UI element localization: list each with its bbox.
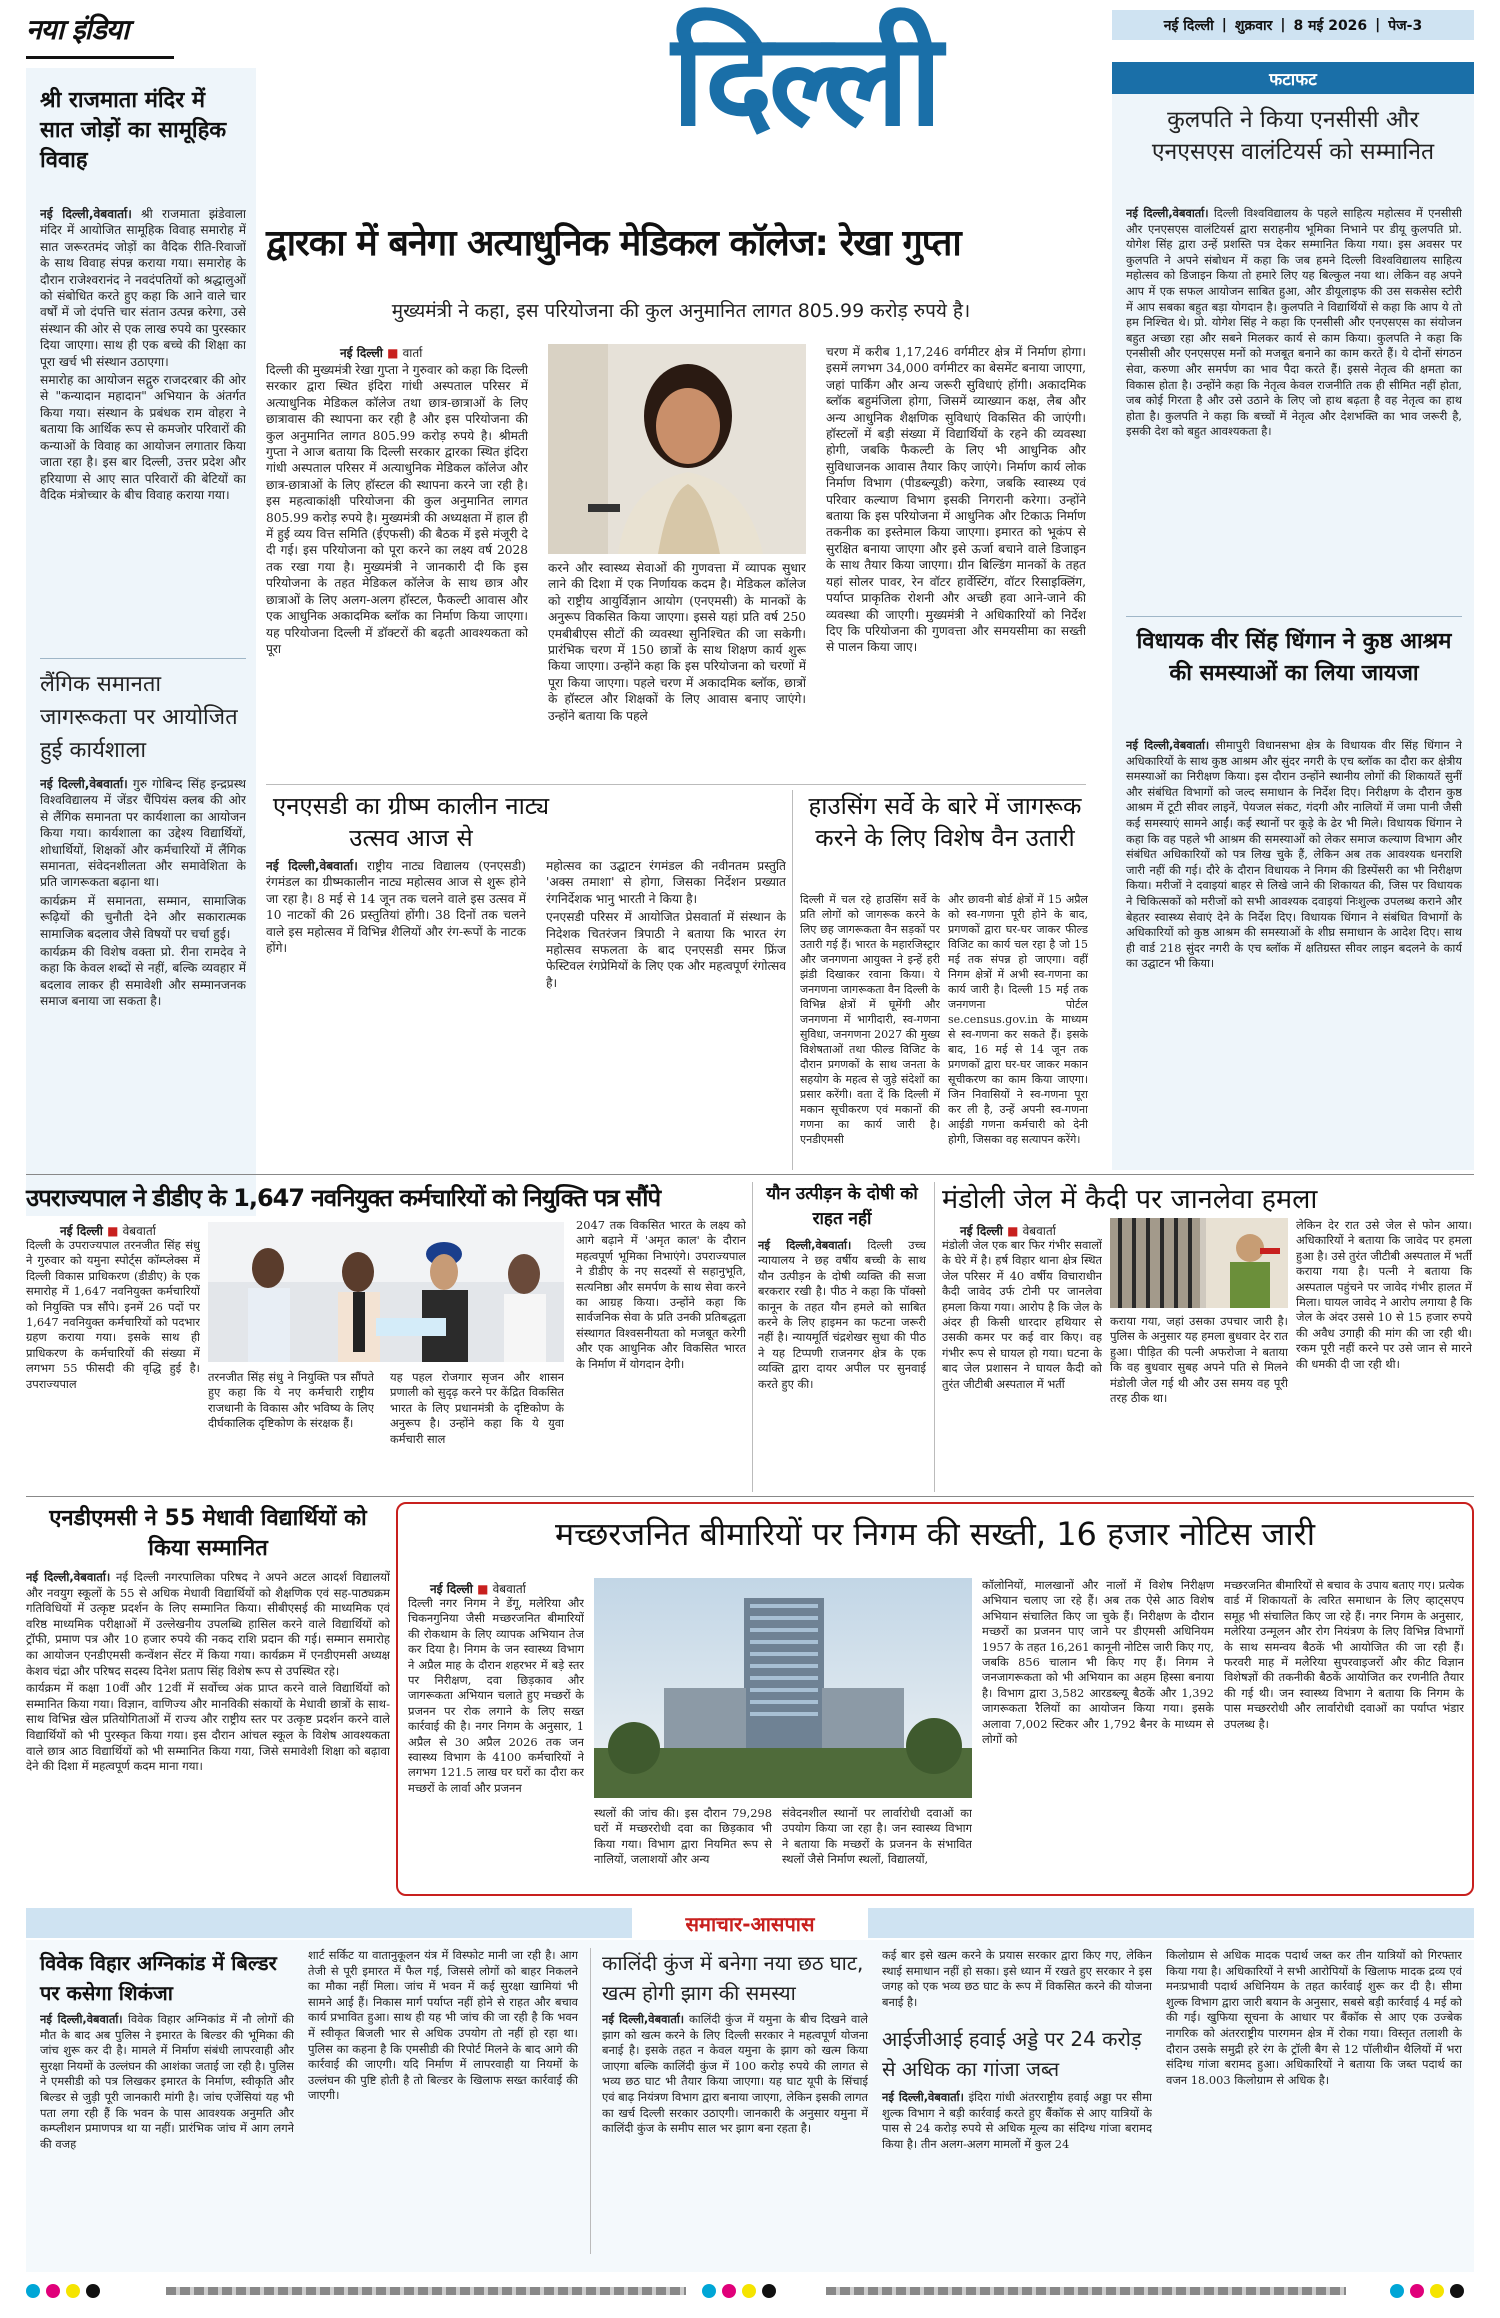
right-story2-body <box>1126 738 1462 1166</box>
lead-subhead: मुख्यमंत्री ने कहा, इस परियोजना की कुल अनुमानित लागत 805.99 करोड़ रुपये है। <box>391 300 971 322</box>
dot-yellow <box>66 2284 80 2298</box>
byline-agency: वार्ता <box>402 346 423 360</box>
registration-bar-left <box>166 2287 686 2295</box>
dot-black <box>762 2284 776 2298</box>
dot-magenta <box>722 2284 736 2298</box>
ndmc-headline: एनडीएमसी ने 55 मेधावी विद्यार्थियों को किया सम्मानित <box>49 1506 367 1561</box>
lg-col4: 2047 तक विकसित भारत के लक्ष्य को आगे बढ़ाने में 'अमृत काल' के दौरान महत्वपूर्ण भूमिका निभाएंगे। उपराज्यपाल ने डीडीए के नए सदस्यों से सहानुभूति, सत्यनिष्ठा और समर्पण के साथ सेवा करने का आग्रह किया। उन्होंने कहा कि सार्वजनिक सेवा के प्रति उनकी प्रतिबद्धता संस्थागत विश्वसनीयता को मजबूत करेगी और एक आधुनिक और विकसित भारत के निर्माण में योगदान देगी। <box>576 1218 746 1371</box>
lead-col3: चरण में करीब 1,17,246 वर्गमीटर क्षेत्र में निर्माण होगा। इसमें लगभग 34,000 वर्गमीटर का बेसमेंट बनाया जाएगा, जहां पार्किंग और अन्य जरूरी सुविधाएं होंगी। अकादमिक ब्लॉक बहुमंजिला होगा, जिसमें व्याख्यान कक्ष, लैब और अन्य आधुनिक शैक्षणिक सुविधाएं विकसित की जाएंगी। हॉस्टलों में बड़ी संख्या में विद्यार्थियों के रहने की व्यवस्था होगी, जबकि फैकल्टी के लिए भी आधुनिक और सुविधाजनक आवास तैयार किए जाएंगे। निर्माण कार्य लोक निर्माण विभाग (पीडब्ल्यूडी) करेगा, जबकि स्वास्थ्य एवं परिवार कल्याण विभाग इसकी निगरानी करेगा। उन्होंने बताया कि इस परियोजना में आधुनिक और टिकाऊ निर्माण तकनीक का इस्तेमाल किया जाएगा। इमारत को भूकंप से सुरक्षित बनाया जाएगा और इसे ऊर्जा बचाने वाले डिजाइन के साथ तैयार किया जाएगा। ग्रीन बिल्डिंग मानकों के तहत यहां सोलर पावर, रेन वॉटर हार्वेस्टिंग, वॉटर रिसाइक्लिंग, पर्याप्त प्राकृतिक रोशनी और अच्छी हवा आने-जाने की व्यवस्था की जाएगी। मुख्यमंत्री ने अधिकारियों को निर्देश दिए कि परियोजना की गुणवत्ता और समयसीमा का सख्ती से पालन किया जाए। <box>826 345 1086 655</box>
right-story2-headline: विधायक वीर सिंह धिंगान ने कुष्ठ आश्रम की समस्याओं का लिया जायजा <box>1136 629 1452 686</box>
byline-sep: ■ <box>1007 1224 1019 1238</box>
paragraph: कार्यक्रम में कक्षा 10वीं और 12वीं में सर्वोच्च अंक प्राप्त करने वाले विद्यार्थियों को सम्मानित किया गया। विज्ञान, वाणिज्य और मानविकी संकायों के मेधावी छात्रों के साथ-साथ विभिन्न खेल प्रतियोगिताओं में राज्य और राष्ट्रीय स्तर पर उत्कृष्ट प्रदर्शन करने वाले विद्यार्थियों को भी पुरस्कृत किया गया। इस दौरान आंचल स्कूल के विशेष आवश्यकता वाले छात्र आठ विद्यार्थियों को भी सम्मानित किया गया, जिसे समावेशी शिक्षा को बढ़ावा देने की दिशा में महत्वपूर्ण कदम माना गया। <box>26 1681 390 1774</box>
housing-col2: और छावनी बोर्ड क्षेत्रों में 15 अप्रैल को स्व-गणना पूरी होने के बाद, प्रगणकों द्वारा घर-घर जाकर फील्ड विजिट का कार्य चल रहा है जो 15 मई तक संपन्न हो जाएगा। वहीं निगम क्षेत्रों में अभी स्व-गणना का कार्य जारी है। दिल्ली 15 मई तक जनगणना पोर्टल se.census.gov.in के माध्यम से स्व-गणना कर सकते हैं। इसके बाद, 16 मई से 14 जून तक प्रगणकों द्वारा घर-घर जाकर मकान सूचीकरण का काम किया जाएगा। जिन निवासियों ने स्व-गणना पूरा कर ली है, उन्हें अपनी स्व-गणना आईडी गणना कर्मचारी को देनी होगी, जिसका वह सत्यापन करेंगे। <box>948 893 1088 1146</box>
left-story2-body <box>40 776 246 1210</box>
divider <box>934 1182 935 1492</box>
mandoli-col2: कराया गया, जहां उसका उपचार जारी है। पुलिस के अनुसार यह हमला बुधवार देर रात हुआ। पीड़ित की पत्नी अफरोजा ने बताया कि वह बुधवार सुबह अपने पति से मिलने मंडोली जेल गई थी और उस समय वह पूरी तरह ठीक था। <box>1110 1314 1288 1406</box>
machhar-col1: दिल्ली नगर निगम ने डेंगू, मलेरिया और चिकनगुनिया जैसी मच्छरजनित बीमारियों की रोकथाम के लिए व्यापक अभियान तेज कर दिया है। निगम के जन स्वास्थ्य विभाग ने अप्रैल माह के दौरान शहरभर में बड़े स्तर पर निरीक्षण, दवा छिड़काव और जागरूकता अभियान चलाते हुए मच्छरों के प्रजनन पर रोक लगाने के लिए सख्त कार्रवाई की है। नगर निगम के अनुसार, 1 अप्रैल से 30 अप्रैल 2026 तक जन स्वास्थ्य विभाग के 4100 कर्मचारियों ने लगभग 121.5 लाख घर घरों का दौरा कर मच्छरों के लार्वा और प्रजनन <box>408 1596 584 1795</box>
machhar-headline: मच्छरजनित बीमारियों पर निगम की सख्ती, 16 हजार नोटिस जारी <box>554 1515 1316 1553</box>
paragraph: कालिंदी कुंज में यमुना के बीच दिखने वाले झाग को खत्म करने के लिए दिल्ली सरकार ने महत्वपूर्ण योजना बनाई है। इसके तहत न केवल यमुना के झाग को खत्म किया जाएगा बल्कि कालिंदी कुंज में 100 करोड़ रुपये की लागत से भव्य छठ घाट भी तैयार किया जाएगा। यह घाट यूपी के सिंचाई एवं बाढ़ नियंत्रण विभाग द्वारा बनाया जाएगा, लेकिन इसकी लागत का खर्च दिल्ली सरकार उठाएगी। जानकारी के अनुसार यमुना में कालिंदी कुंज के समीप साल भर झाग बना रहता है। <box>602 2012 868 2136</box>
dot-yellow <box>742 2284 756 2298</box>
byline-agency: वेबवार्ता <box>492 1582 526 1596</box>
mandoli-headline: मंडोली जेल में कैदी पर जानलेवा हमला <box>942 1184 1318 1215</box>
dateline-bar <box>1112 10 1474 40</box>
dateline-date: 8 मई 2026 <box>1293 17 1368 34</box>
registration-dots-left <box>26 2284 100 2298</box>
left-story1-headline: श्री राजमाता मंदिर में सात जोड़ों का सामूहिक विवाह <box>40 88 227 173</box>
dateline: नई दिल्ली,वेबवार्ता। <box>1126 738 1210 752</box>
dot-black <box>1450 2284 1464 2298</box>
byline-city: नई दिल्ली <box>960 1224 1003 1238</box>
dateline: नई दिल्ली,वेबवार्ता। <box>40 2012 123 2026</box>
separator: | <box>1280 17 1286 33</box>
fatafat-label: फटाफट <box>1269 69 1317 90</box>
lg-col2: तरनजीत सिंह संधु ने नियुक्ति पत्र सौंपते हुए कहा कि ये नए कर्मचारी राष्ट्रीय राजधानी के विकास और भविष्य के लिए दीर्घकालिक दृष्टिकोण के संरक्षक हैं। <box>208 1370 374 1431</box>
divider <box>26 1496 1474 1497</box>
machhar-col4: कॉलोनियों, मालखानों और नालों में विशेष निरीक्षण अभियान चलाए जा रहे हैं। अब तक ऐसे आठ विशेष अभियान संचालित किए जा चुके हैं। निरीक्षण के दौरान मच्छरों का प्रजनन पाए जाने पर डीएमसी अधिनियम 1957 के तहत 16,261 कानूनी नोटिस जारी किए गए, जबकि 856 चालान भी किए गए हैं। निगम ने जनजागरूकता को भी अभियान का अहम हिस्सा बनाया है। विभाग द्वारा 3,582 आरडब्ल्यू बैठकें और 1,392 जागरूकता रैलियों का आयोजन किया गया। इसके अलावा 7,002 स्टिकर और 1,792 बैनर के माध्यम से लोगों को <box>982 1578 1214 1747</box>
mcd-building-illustration <box>594 1578 972 1798</box>
lead-col2: करने और स्वास्थ्य सेवाओं की गुणवत्ता में व्यापक सुधार लाने की दिशा में एक निर्णायक कदम है। मेडिकल कॉलेज को राष्ट्रीय आयुर्विज्ञान आयोग (एनएमसी) के मानकों के अनुरूप विकसित किया जाएगा। इससे यहां प्रति वर्ष 250 एमबीबीएस सीटों की व्यवस्था सुनिश्चित की जा सकेगी। प्रारंभिक चरण में 150 छात्रों के साथ शिक्षण कार्य शुरू किया जाएगा। उन्होंने कहा कि इस परियोजना को चरणों में पूरा किया जाएगा। पहले चरण में अकादमिक ब्लॉक, छात्रों के हॉस्टल और शिक्षकों के लिए आवास बनाए जाएंगे। उन्होंने बताया कि पहले <box>548 561 806 723</box>
right-story1-body <box>1126 206 1462 600</box>
machhar-col2: स्थलों की जांच की। इस दौरान 79,298 घरों में मच्छररोधी दवा का छिड़काव भी किया गया। विभाग द्वारा नियमित रूप से नालियों, जलाशयों और अन्य <box>594 1806 772 1867</box>
housing-headline: हाउसिंग सर्वे के बारे में जागरूक करने के लिए विशेष वैन उतारी <box>808 792 1082 852</box>
paragraph: दिल्ली विश्वविद्यालय के पहले साहित्य महोत्सव में एनसीसी और एनएसएस वालंटियर्स द्वारा सराहनीय भूमिका निभाने पर डीयू कुलपति प्रो. योगेश सिंह द्वारा उन्हें प्रशस्ति पत्र देकर सम्मानित किया गया। इस अवसर पर कुलपति ने अपने संबोधन में कहा कि जब हमने दिल्ली विश्वविद्यालय साहित्य महोत्सव को डिजाइन किया तो हमारे लिए यह बिल्कुल नया था। लेकिन वह अपने आप में एक सफल आयोजन साबित हुआ, और डीयूलाइफ की उस सकसेस स्टोरी में आप सबका बहुत बड़ा योगदान है। कुलपति ने विद्यार्थियों से कहा कि आप ये तो हम निश्चित थे। प्रो. योगेश सिंह ने कहा कि एनसीसी और एनएसएस का संयोजन बहुत अच्छा रहा और सबने मिलकर कार्य से काम किया। कुलपति ने कहा कि एनसीसी और एनएसएस मनों को मजबूत बनाने का काम करते हैं। ये दोनों संगठन सेवा, करुणा और समर्पण का भाव पैदा करते हैं। इससे नेतृत्व की क्षमता का विकास होता है। उन्होंने कहा कि नेतृत्व केवल राजनीति तक ही सीमित नहीं होता, जब कोई गिरता है और उसे उठाने के लिए जो हाथ बढ़ता है वह नेतृत्व का हाथ होता है। कुलपति ने कहा कि बच्चों में नेतृत्व और देशभक्ति का भाव जरूरी है, इसकी देश को बहुत आवश्यकता है। <box>1126 206 1462 439</box>
natya-headline: एनएसडी का ग्रीष्म कालीन नाट्य उत्सव आज से <box>272 792 550 852</box>
paragraph: महोत्सव का उद्घाटन रंगमंडल की नवीनतम प्रस्तुति 'अक्स तमाशा' से होगा, जिसका निर्देशन प्रख्यात रंगनिर्देशक भानु भारती ने किया है। <box>546 859 786 906</box>
dateline: नई दिल्ली,वेबवार्ता। <box>882 2090 964 2104</box>
airport-col1 <box>882 2090 1152 2252</box>
machhar-col3: संवेदनशील स्थानों पर लार्वारोधी दवाओं का उपयोग किया जा रहा है। जन स्वास्थ्य विभाग ने बताया कि मच्छरों के प्रजनन के संभावित स्थलों जैसे निर्माण स्थलों, विद्यालयों, <box>782 1806 972 1867</box>
byline-agency: वेबवार्ता <box>1022 1224 1056 1238</box>
paragraph: इंदिरा गांधी अंतरराष्ट्रीय हवाई अड्डा पर सीमा शुल्क विभाग ने बड़ी कार्रवाई करते हुए बैंकॉक से आए यात्रियों के पास से 24 करोड़ रुपये से अधिक मूल्य का संदिग्ध गांजा बरामद किया है। तीन अलग-अलग मामलों में कुल 24 <box>882 2090 1152 2151</box>
brand-name: नया इंडिया <box>26 13 129 46</box>
ndmc-body <box>26 1570 390 1890</box>
left-story2-headline: लैंगिक समानता जागरूकता पर आयोजित हुई कार्यशाला <box>40 672 238 763</box>
byline-sep: ■ <box>477 1582 489 1596</box>
dateline: नई दिल्ली,वेबवार्ता। <box>1126 206 1209 220</box>
airport-col2: किलोग्राम से अधिक मादक पदार्थ जब्त कर तीन यात्रियों को गिरफ्तार किया गया है। अधिकारियों ने सभी आरोपियों के खिलाफ मादक द्रव्य एवं मनःप्रभावी पदार्थ अधिनियम के तहत कार्रवाई शुरू कर दी है। सीमा शुल्क विभाग द्वारा जारी बयान के अनुसार, सबसे बड़ी कार्रवाई 4 मई को की गई। खुफिया सूचना के आधार पर बैंकॉक से आए एक उज्बेक नागरिक को अंतरराष्ट्रीय पारगमन क्षेत्र में रोका गया। विस्तृत तलाशी के दौरान उसके समुद्री हरे रंग के ट्रॉली बैग से 12 पॉलीथीन थैलियों में भरा संदिग्ध गांजा बरामद हुआ। अधिकारियों ने बताया कि जब्त पदार्थ का वजन 18.003 किलोग्राम से अधिक है। <box>1166 1948 1462 2087</box>
dot-cyan <box>26 2284 40 2298</box>
dot-black <box>86 2284 100 2298</box>
vivek-headline: विवेक विहार अग्निकांड में बिल्डर पर कसेगा शिकंजा <box>40 1951 277 2005</box>
dateline: नई दिल्ली,वेबवार्ता। <box>26 1570 111 1584</box>
vivek-col2: शार्ट सर्किट या वातानुकूलन यंत्र में विस्फोट मानी जा रही है। आग तेजी से पूरी इमारत में फैल गई, जिससे लोगों को बाहर निकलने का मौका नहीं मिला। जांच में भवन में कई सुरक्षा खामियां भी सामने आई हैं। निकास मार्ग पर्याप्त नहीं होने से राहत और बचाव कार्य प्रभावित हुआ। साथ ही यह भी जांच की जा रही है कि भवन में स्वीकृत बिजली भार से अधिक उपयोग तो नहीं हो रहा था। पुलिस का कहना है कि एमसीडी की रिपोर्ट मिलने के बाद आगे की कार्रवाई की जाएगी। यदि निर्माण में लापरवाही या नियमों के उल्लंघन की पुष्टि होती है तो बिल्डर के खिलाफ सख्त कार्रवाई की जाएगी। <box>308 1948 578 2103</box>
aaspaas-label: समाचार-आसपास <box>685 1911 815 1936</box>
dot-cyan <box>1390 2284 1404 2298</box>
registration-bar-right <box>826 2287 1346 2295</box>
mcd-building-photo <box>594 1578 972 1798</box>
jail-photo-illustration <box>1110 1218 1288 1308</box>
paragraph: सीमापुरी विधानसभा क्षेत्र के विधायक वीर सिंह धिंगान ने अधिकारियों के साथ कुष्ठ आश्रम और सुंदर नगरी के एच ब्लॉक का दौरा कर क्षेत्रीय समस्याओं का निरीक्षण किया। इस दौरान उन्होंने स्थानीय लोगों की शिकायतें सुनीं और संबंधित विभागों को जल्द समाधान के निर्देश दिए। निरीक्षण के दौरान कुष्ठ आश्रम में टूटी सीवर लाइनें, पेयजल संकट, गंदगी और नालियों में जमा पानी जैसी कई समस्याएं सामने आईं। कई स्थानों पर कूड़े के ढेर भी मिले। विधायक धिंगान ने कहा कि वह पहले भी आश्रम की समस्याओं को लेकर समाज कल्याण विभाग और संबंधित अधिकारियों को पत्र लिख चुके हैं, लेकिन अब तक आवश्यक धनराशि जारी नहीं की गई। दौरे के दौरान विधायक ने निगम की डिस्पेंसरी का भी निरीक्षण किया। मरीजों ने दवाइयां बाहर से लिखे जाने की शिकायत की, जिस पर विधायक ने चिकित्सकों को मरीजों को सभी आवश्यक दवाइयां निःशुल्क उपलब्ध कराने और बेहतर स्वास्थ्य सेवाएं देने के निर्देश दिए। विधायक धिंगान ने संबंधित विभागों के अधिकारियों को कुष्ठ आश्रम की समस्याओं के शीघ्र समाधान के आदेश दिए। साथ ही वार्ड 218 सुंदर नगरी के एच ब्लॉक में क्षतिग्रस्त सीवर लाइन बदलने के कार्य का उद्घाटन भी किया। <box>1126 738 1462 971</box>
divider <box>266 784 1086 785</box>
masthead-underline <box>26 56 174 59</box>
aaspaas-label-box <box>632 1906 868 1940</box>
mandoli-col1: मंडोली जेल एक बार फिर गंभीर सवालों के घेरे में है। हर्ष विहार थाना क्षेत्र स्थित जेल परिसर में 40 वर्षीय विचाराधीन कैदी जावेद उर्फ टोनी पर जानलेवा हमला किया गया। आरोप है कि जेल के अंदर ही किसी धारदार हथियार से उसकी कमर पर कई वार किए। वह गंभीर रूप से घायल हो गया। घटना के बाद जेल प्रशासन ने घायल कैदी को तुरंत जीटीबी अस्पताल में भर्ती <box>942 1238 1102 1391</box>
paragraph: गुरु गोबिन्द सिंह इन्द्रप्रस्थ विश्वविद्यालय में जेंडर चैंपियंस क्लब की ओर से लैंगिक समानता पर कार्यशाला का आयोजन किया गया। कार्यशाला का उद्देश्य विद्यार्थियों, शोधार्थियों, शिक्षकों और कर्मचारियों में लैंगिक समानता, संवेदनशीलता और समावेशिता के प्रति जागरूकता बढ़ाना था। <box>40 777 246 890</box>
paragraph: श्री राजमाता झंडेवाला मंदिर में आयोजित सामूहिक विवाह समारोह में सात जरूरतमंद जोड़ों का वैदिक रीति-रिवाजों के साथ विवाह संपन्न कराया गया। समारोह के दौरान राजेश्वरानंद ने नवदंपतियों को श्रद्धालुओं को संबोधित करते हुए कहा कि आने वाले चार वर्षों में जो दंपत्ति चार संतान उत्पन्न करेगा, उसे संस्थान की ओर से एक लाख रुपये का पुरस्कार दिया जाएगा। साथ ही एक बच्चे की शिक्षा का पूरा खर्च भी संस्थान उठाएगा। <box>40 207 246 369</box>
cm-photo-illustration <box>548 344 806 554</box>
cm-photo <box>548 344 806 554</box>
byline-city: नई दिल्ली <box>60 1224 103 1238</box>
paragraph: कार्यक्रम की विशेष वक्ता प्रो. रीना रामदेव ने कहा कि केवल शब्दों से नहीं, बल्कि व्यवहार में बदलाव लाकर ही समावेशी और सम्मानजनक समाज बनाया जा सकता है। <box>40 945 246 1009</box>
housing-col1: दिल्ली में चल रहे हाउसिंग सर्वे के प्रति लोगों को जागरूक करने के लिए छह जागरूकता वैन सड़कों पर उतारी गई हैं। भारत के महारजिस्ट्रार और जनगणना आयुक्त ने इन्हें हरी झंडी दिखाकर रवाना किया। ये जनगणना जागरूकता वैन दिल्ली के विभिन्न क्षेत्रों में घूमेंगी और जनगणना में भागीदारी, स्व-गणना सुविधा, जनगणना 2027 की मुख्य विशेषताओं तथा फील्ड विजिट के दौरान प्रगणकों के साथ जनता के सहयोग के महत्व से जुड़े संदेशों का प्रसार करेंगी। वता दें कि दिल्ली में मकान सूचीकरण एवं मकानों की गणना का कार्य जारी है। एनडीएमसी <box>800 893 940 1146</box>
dateline-page: पेज-3 <box>1388 17 1423 34</box>
machhar-col5: मच्छरजनित बीमारियों से बचाव के उपाय बताए गए। प्रत्येक वार्ड में शिकायतों के त्वरित समाधान के लिए व्हाट्सएप समूह भी संचालित किए जा रहे हैं। नगर निगम के अनुसार, मलेरिया उन्मूलन और रोग नियंत्रण के लिए विभिन्न विभागों के साथ समन्वय बैठकें भी आयोजित की जा रही हैं। फरवरी माह में मलेरिया सुपरवाइजरों और कीट विज्ञान विशेषज्ञों की तकनीकी बैठकें आयोजित कर रणनीति तैयार की गई थी। जन स्वास्थ्य विभाग ने बताया कि निगम के पास मच्छररोधी और लार्वारोधी दवाओं का पर्याप्त भंडार उपलब्ध है। <box>1224 1578 1464 1731</box>
byline-sep: ■ <box>107 1224 119 1238</box>
dot-magenta <box>1410 2284 1424 2298</box>
separator: | <box>1221 17 1227 33</box>
natya-col1 <box>266 858 526 1168</box>
divider <box>26 1174 1474 1175</box>
dateline: नई दिल्ली,वेबवार्ता। <box>602 2012 685 2026</box>
divider <box>40 658 246 659</box>
natya-col2 <box>546 858 786 1168</box>
registration-dots-right <box>1390 2284 1464 2298</box>
mandoli-col3: लेकिन देर रात उसे जेल से फोन आया। अधिकारियों ने बताया कि जावेद पर हमला हुआ है। उसे तुरंत जीटीबी अस्पताल में भर्ती कराया गया है। पत्नी ने बताया कि अस्पताल पहुंचने पर जावेद गंभीर हालत में मिला। घायल जावेद ने आरोप लगाया है कि जेल के अंदर उससे 10 से 15 हजार रुपये की अवैध उगाही की मांग की जा रही थी। रकम पूरी नहीं करने पर उसे जान से मारने की धमकी दी जा रही थी। <box>1296 1218 1472 1371</box>
separator: | <box>1375 17 1381 33</box>
divider <box>752 1182 753 1492</box>
lead-col1: दिल्ली की मुख्यमंत्री रेखा गुप्ता ने गुरुवार को कहा कि दिल्ली सरकार द्वारा स्थित इंदिरा गांधी अस्पताल परिसर में अत्याधुनिक मेडिकल कॉलेज तथा छात्र-छात्राओं के लिए छात्रावास की स्थापना कर रही है और इस परियोजना की कुल अनुमानित लागत 805.99 करोड़ रुपये है। श्रीमती गुप्ता ने आज बताया कि दिल्ली सरकार द्वारका स्थित इंदिरा गांधी अस्पताल परिसर में अत्याधुनिक मेडिकल कॉलेज और छात्र-छात्राओं के लिए हॉस्टल की स्थापना करने जा रही है। इस महत्वाकांक्षी परियोजना की कुल अनुमानित लागत 805.99 करोड़ रुपये है। मुख्यमंत्री की अध्यक्षता में हाल ही में हुई व्यय वित्त समिति (ईएफसी) की बैठक में इसे मंजूरी दे दी गई। इस परियोजना को पूरा करने का लक्ष्य वर्ष 2028 तक रखा गया है। मुख्यमंत्री ने जानकारी दी कि इस परियोजना के तहत मेडिकल कॉलेज के साथ छात्र और छात्राओं के लिए अलग-अलग हॉस्टल, फैकल्टी आवास और एक आधुनिक अकादमिक ब्लॉक का निर्माण किया जाएगा। यह परियोजना दिल्ली में डॉक्टरों की बढ़ती आवश्यकता को पूरा <box>266 363 528 656</box>
byline-sep: ■ <box>387 346 399 360</box>
right-story1-headline: कुलपति ने किया एनसीसी और एनएसएस वालंटियर्स को सम्मानित <box>1151 107 1435 165</box>
kalindi-headline: कालिंदी कुंज में बनेगा नया छठ घाट, खत्म होगी झाग की समस्या <box>602 1951 864 2005</box>
lead-byline <box>340 344 540 361</box>
dot-magenta <box>46 2284 60 2298</box>
lg-headline: उपराज्यपाल ने डीडीए के 1,647 नवनियुक्त कर्मचारियों को नियुक्ति पत्र सौंपे <box>26 1184 661 1212</box>
paragraph: दिल्ली उच्च न्यायालय ने छह वर्षीय बच्ची के साथ यौन उत्पीड़न के दोषी व्यक्ति की सजा बरकरार रखी है। पीठ ने कहा कि पॉक्सो कानून के तहत यौन हमले को साबित करने के लिए हाइमन का फटना जरूरी नहीं है। न्यायमूर्ति चंद्रशेखर सुधा की पीठ ने यह टिप्पणी राजनगर क्षेत्र के एक व्यक्ति द्वारा दायर अपील पर सुनवाई करते हुए की। <box>758 1238 926 1391</box>
registration-strip <box>26 2282 1474 2300</box>
lg-photo <box>208 1222 564 1362</box>
lg-photo-illustration <box>208 1222 564 1362</box>
lg-col3: यह पहल रोजगार सृजन और शासन प्रणाली को सुदृढ़ करने पर केंद्रित विकसित भारत के लिए प्रधानमंत्री के दृष्टिकोण के अनुरूप है। उन्होंने कहा कि ये युवा कर्मचारी साल <box>390 1370 564 1446</box>
kalindi-col1 <box>602 2012 868 2252</box>
byline-city: नई दिल्ली <box>340 346 383 360</box>
jail-photo <box>1110 1218 1288 1308</box>
dateline-city: नई दिल्ली <box>1163 17 1214 34</box>
vivek-col1 <box>40 2012 294 2252</box>
divider <box>792 790 793 1170</box>
airport-headline: आईजीआई हवाई अड्डे पर 24 करोड़ से अधिक का गांजा जब्त <box>882 2027 1142 2081</box>
paragraph: कार्यक्रम में समानता, सम्मान, सामाजिक रूढ़ियों की चुनौती देने और सकारात्मक सामाजिक बदलाव जैसे विषयों पर चर्चा हुई। <box>40 893 246 941</box>
kalindi-col2: कई बार इसे खत्म करने के प्रयास सरकार द्वारा किए गए, लेकिन स्थाई समाधान नहीं हो सका। इसे ध्यान में रखते हुए सरकार ने इस जगह को एक भव्य छठ घाट के रूप में विकसित करने की योजना बनाई है। <box>882 1948 1152 2009</box>
divider <box>590 1948 591 2254</box>
yaun-headline: यौन उत्पीड़न के दोषी को राहत नहीं <box>766 1184 918 1229</box>
dateline: नई दिल्ली,वेबवार्ता। <box>40 207 132 221</box>
paragraph: नई दिल्ली नगरपालिका परिषद ने अपने अटल आदर्श विद्यालयों और नवयुग स्कूलों के 55 से अधिक मेधावी विद्यार्थियों को शैक्षणिक एवं सह-पाठ्यक्रम गतिविधियों में उत्कृष्ट प्रदर्शन के लिए सम्मानित किया। सीबीएसई की माध्यमिक एवं वरिष्ठ माध्यमिक परीक्षाओं में उल्लेखनीय उपलब्धि हासिल करने वाले विद्यार्थियों को ट्रॉफी, प्रमाण पत्र और 10 हजार रुपये की नकद राशि प्रदान की गई। सम्मान समारोह का आयोजन एनडीएमसी कन्वेंशन सेंटर में किया गया। कार्यक्रम में एनडीएमसी अध्यक्ष केशव चंद्रा और परिषद सदस्य दिनेश प्रताप सिंह विशेष रूप से उपस्थित रहे। <box>26 1570 390 1678</box>
divider <box>1126 616 1462 617</box>
paragraph: विवेक विहार अग्निकांड में नौ लोगों की मौत के बाद अब पुलिस ने इमारत के बिल्डर की भूमिका की जांच शुरू कर दी है। मामले में निर्माण संबंधी लापरवाही और सुरक्षा नियमों के उल्लंघन की आशंका जताई जा रही है। पुलिस ने एमसीडी को पत्र लिखकर इमारत के निर्माण, स्वीकृति और बिल्डर से जुड़ी पूरी जानकारी मांगी है। जांच एजेंसियां यह भी पता लगा रही हैं कि भवन के पास आवश्यक अनुमति और कम्प्लीशन प्रमाणपत्र था या नहीं। प्रारंभिक जांच में आग लगने की वजह <box>40 2012 294 2151</box>
dot-yellow <box>1430 2284 1444 2298</box>
byline-city: नई दिल्ली <box>430 1582 473 1596</box>
byline-agency: वेबवार्ता <box>122 1224 156 1238</box>
paragraph: समारोह का आयोजन सद्गुरु राजदरबार की ओर से "कन्यादान महादान" अभियान के अंतर्गत किया गया। संस्थान के प्रबंधक राम वोहरा ने बताया कि आर्थिक रूप से कमजोर परिवारों की कन्याओं के विवाह का आयोजन लगातार किया जाता रहा है। इस बार दिल्ली, उत्तर प्रदेश और हरियाणा से आए सात परिवारों की बेटियों का वैदिक मंत्रोच्चार के बीच विवाह कराया गया। <box>40 373 246 502</box>
paragraph: एनएसडी परिसर में आयोजित प्रेसवार्ता में संस्थान के निदेशक चितरंजन त्रिपाठी ने बताया कि भारत रंग महोत्सव सफलता के बाद एनएसडी समर फ्रिंज फेस्टिवल रंगप्रेमियों के लिए एक और महत्वपूर्ण रंगोत्सव है। <box>546 910 786 990</box>
brand-logo <box>26 10 176 54</box>
dateline: नई दिल्ली,वेबवार्ता। <box>266 859 358 873</box>
registration-dots-center <box>702 2284 776 2298</box>
dateline: नई दिल्ली,वेबवार्ता। <box>758 1238 852 1252</box>
fatafat-tag <box>1112 62 1474 94</box>
dot-cyan <box>702 2284 716 2298</box>
lead-headline: द्वारका में बनेगा अत्याधुनिक मेडिकल कॉलेज: रेखा गुप्ता <box>266 223 961 264</box>
paragraph: राष्ट्रीय नाट्य विद्यालय (एनएसडी) रंगमंडल का ग्रीष्मकालीन नाट्य महोत्सव आज से शुरू होने जा रहा है। 8 मई से 14 जून तक चलने वाले इस उत्सव में 10 नाटकों की 26 प्रस्तुतियां होंगी। 38 दिनों तक चलने वाले इस महोत्सव में विभिन्न शैलियों और रंग-रूपों के नाटक होंगे। <box>266 859 526 956</box>
dateline-day: शुक्रवार <box>1234 17 1273 34</box>
yaun-body <box>758 1238 926 1490</box>
lg-col1: दिल्ली के उपराज्यपाल तरनजीत सिंह संधु ने गुरुवार को यमुना स्पोर्ट्स कॉम्प्लेक्स में दिल्ली विकास प्राधिकरण (डीडीए) के एक समारोह में 1,647 नवनियुक्त कर्मचारियों को नियुक्ति पत्र सौंपे। इनमें 26 पदों पर 1,647 नवनियुक्त कर्मचारियों को पदभार ग्रहण कराया गया। इसके साथ ही प्राधिकरण के कर्मचारियों की संख्या में लगभग 55 फीसदी की वृद्धि हुई है। उपराज्यपाल <box>26 1238 200 1391</box>
section-title: दिल्ली <box>671 6 939 155</box>
dateline: नई दिल्ली,वेबवार्ता। <box>40 777 128 791</box>
left-story1-body <box>40 206 246 638</box>
